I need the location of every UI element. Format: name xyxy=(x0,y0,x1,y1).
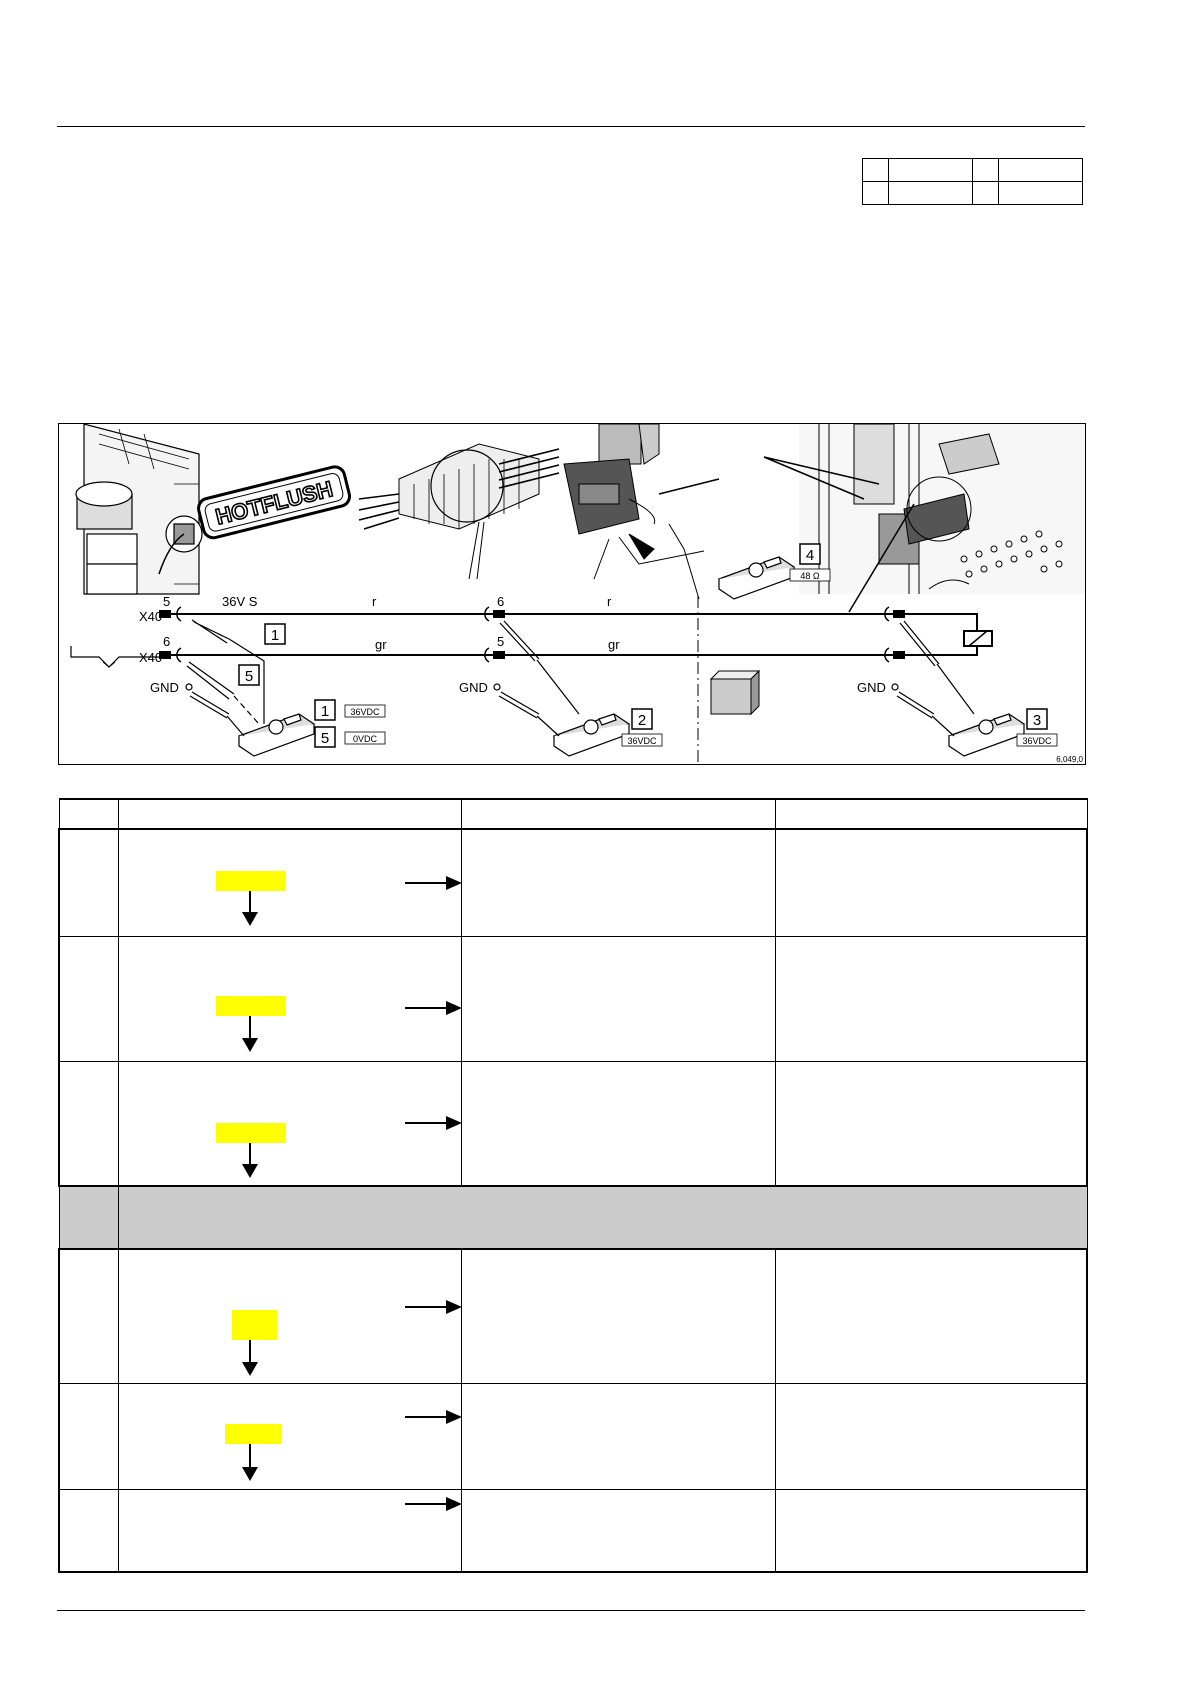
reading-36vdc-2: 36VDC xyxy=(627,736,657,746)
pin6-mid-label: 6 xyxy=(497,594,505,609)
stamp-text: HOTFLUSH xyxy=(213,476,336,530)
reading-0vdc: 0VDC xyxy=(352,734,378,744)
svg-text:1: 1 xyxy=(320,703,330,720)
reading-36vdc-1: 36VDC xyxy=(350,707,380,717)
pin6-left-label: 6 xyxy=(163,634,171,649)
x40-label-b: X40 xyxy=(139,650,163,665)
module-icon xyxy=(711,671,759,714)
troubleshooting-table xyxy=(58,798,1088,1573)
down-arrow-icon xyxy=(242,1038,258,1052)
table-row xyxy=(59,829,1087,936)
multimeter-1 xyxy=(239,714,314,756)
gray-section-row xyxy=(59,1186,1087,1249)
right-arrow-icon xyxy=(446,1410,462,1424)
reading-48-ohm: 48 Ω xyxy=(800,571,820,581)
down-arrow-icon xyxy=(242,1362,258,1376)
wire-color-r-1: r xyxy=(372,594,377,609)
callout-5 xyxy=(239,665,259,685)
svg-text:5: 5 xyxy=(244,668,254,685)
svg-text:2: 2 xyxy=(637,712,647,729)
gnd-label-1: GND xyxy=(150,680,179,695)
pin5-left-label: 5 xyxy=(163,594,171,609)
svg-text:5: 5 xyxy=(320,730,330,747)
right-arrow-icon xyxy=(446,1300,462,1314)
figure-id: 6,049,0 xyxy=(1056,755,1083,764)
reference-table xyxy=(862,158,1083,205)
down-arrow-icon xyxy=(242,1164,258,1178)
x40-label-a: X40 xyxy=(139,609,163,624)
multimeter-4 xyxy=(719,557,794,599)
pin5-mid-label: 5 xyxy=(497,634,505,649)
table-row xyxy=(59,936,1087,1061)
multimeter-2 xyxy=(554,714,629,756)
wiring-diagram-figure xyxy=(58,423,1086,765)
legend-5 xyxy=(315,727,385,747)
highlight-box xyxy=(216,1123,286,1143)
reading-36vdc-3: 36VDC xyxy=(1022,736,1052,746)
right-arrow-icon xyxy=(446,1497,462,1511)
hotflush-stamp xyxy=(196,465,351,540)
right-arrow-icon xyxy=(446,876,462,890)
voltage-36v-s-label: 36V S xyxy=(222,594,258,609)
wire-color-gr-1: gr xyxy=(375,637,387,652)
machine-illustration xyxy=(799,424,1086,594)
highlight-box xyxy=(216,871,286,891)
down-arrow-icon xyxy=(242,912,258,926)
legend-1 xyxy=(315,700,385,720)
wire-color-gr-2: gr xyxy=(608,637,620,652)
down-arrow-icon xyxy=(242,1467,258,1481)
highlight-box xyxy=(232,1310,277,1340)
highlight-box xyxy=(225,1424,282,1444)
table-row xyxy=(59,1383,1087,1489)
svg-text:1: 1 xyxy=(270,627,280,644)
callout-1 xyxy=(265,624,285,644)
wiring-diagram-svg xyxy=(59,424,1086,765)
highlight-box xyxy=(216,996,286,1016)
connector-block-illustration xyxy=(359,444,559,579)
table-row xyxy=(59,1489,1087,1572)
pcb-illustration xyxy=(76,424,202,594)
table-header-row xyxy=(59,799,1087,829)
svg-text:4: 4 xyxy=(805,547,815,564)
wire-color-r-2: r xyxy=(607,594,612,609)
valve-coil-illustration xyxy=(564,424,719,599)
right-arrow-icon xyxy=(446,1116,462,1130)
multimeter-3 xyxy=(949,714,1024,756)
svg-text:3: 3 xyxy=(1032,712,1042,729)
gnd-label-2: GND xyxy=(459,680,488,695)
table-row xyxy=(59,1061,1087,1186)
right-arrow-icon xyxy=(446,1001,462,1015)
bottom-rule xyxy=(57,1610,1085,1611)
table-row xyxy=(59,1249,1087,1383)
top-rule xyxy=(57,126,1085,127)
gnd-label-3: GND xyxy=(857,680,886,695)
